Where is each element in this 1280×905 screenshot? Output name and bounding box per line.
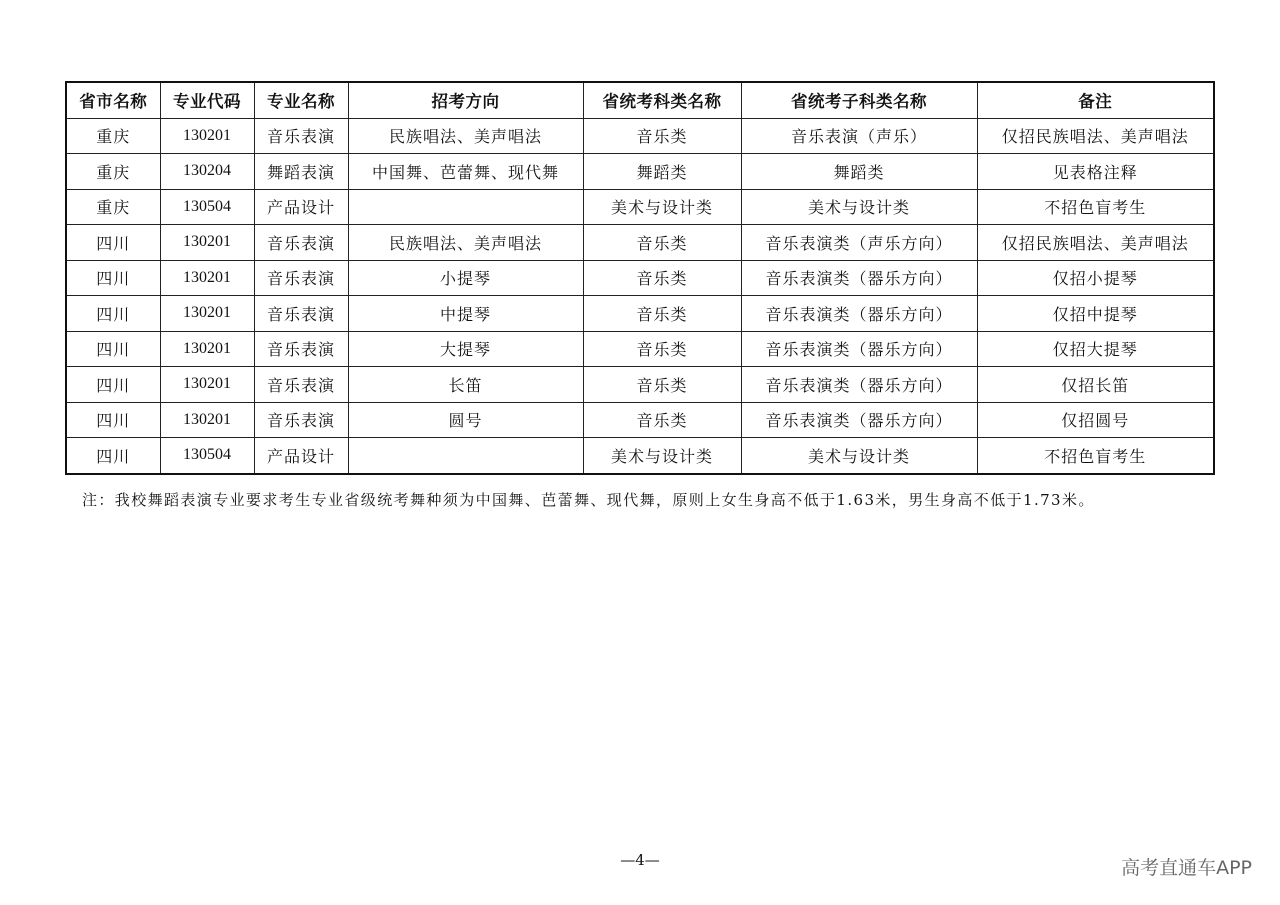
cell-exam-category: 美术与设计类 [583, 189, 741, 225]
cell-province: 四川 [66, 225, 160, 261]
cell-remarks: 仅招中提琴 [977, 296, 1214, 332]
cell-exam-category: 音乐类 [583, 225, 741, 261]
table-row [66, 438, 1214, 474]
cell-major-code: 130201 [160, 331, 254, 367]
cell-province: 四川 [66, 402, 160, 438]
table-row [66, 367, 1214, 403]
header-direction: 招考方向 [348, 82, 583, 118]
cell-remarks: 仅招民族唱法、美声唱法 [977, 225, 1214, 261]
watermark: 高考直通车APP [1121, 857, 1252, 879]
header-exam-subcategory: 省统考子科类名称 [741, 82, 977, 118]
cell-direction: 小提琴 [348, 260, 583, 296]
header-row [66, 82, 1214, 118]
cell-major-code: 130504 [160, 438, 254, 474]
cell-major-name: 音乐表演 [254, 402, 348, 438]
cell-major-name: 音乐表演 [254, 296, 348, 332]
cell-major-code: 130201 [160, 260, 254, 296]
cell-direction [348, 189, 583, 225]
table-body [66, 118, 1214, 474]
cell-major-code: 130204 [160, 154, 254, 190]
cell-exam-category: 音乐类 [583, 296, 741, 332]
table-row [66, 189, 1214, 225]
cell-major-name: 音乐表演 [254, 225, 348, 261]
cell-exam-subcategory: 音乐表演类（器乐方向） [741, 260, 977, 296]
cell-exam-category: 美术与设计类 [583, 438, 741, 474]
cell-province: 四川 [66, 438, 160, 474]
header-remarks: 备注 [977, 82, 1214, 118]
cell-major-name: 音乐表演 [254, 260, 348, 296]
cell-exam-subcategory: 舞蹈类 [741, 154, 977, 190]
cell-major-code: 130201 [160, 225, 254, 261]
cell-direction: 中国舞、芭蕾舞、现代舞 [348, 154, 583, 190]
cell-exam-category: 音乐类 [583, 118, 741, 154]
cell-direction: 民族唱法、美声唱法 [348, 118, 583, 154]
cell-direction: 中提琴 [348, 296, 583, 332]
table-row [66, 331, 1214, 367]
cell-direction: 长笛 [348, 367, 583, 403]
cell-remarks: 仅招民族唱法、美声唱法 [977, 118, 1214, 154]
cell-direction: 大提琴 [348, 331, 583, 367]
table-row [66, 154, 1214, 190]
cell-province: 重庆 [66, 154, 160, 190]
cell-major-code: 130201 [160, 367, 254, 403]
cell-major-code: 130504 [160, 189, 254, 225]
cell-exam-category: 音乐类 [583, 402, 741, 438]
cell-exam-category: 音乐类 [583, 367, 741, 403]
page-number: —4— [620, 851, 660, 869]
cell-major-code: 130201 [160, 402, 254, 438]
cell-remarks: 仅招小提琴 [977, 260, 1214, 296]
cell-major-name: 产品设计 [254, 189, 348, 225]
cell-direction [348, 438, 583, 474]
cell-exam-subcategory: 美术与设计类 [741, 189, 977, 225]
cell-major-name: 音乐表演 [254, 118, 348, 154]
cell-major-code: 130201 [160, 296, 254, 332]
cell-remarks: 不招色盲考生 [977, 189, 1214, 225]
cell-province: 四川 [66, 260, 160, 296]
cell-exam-subcategory: 音乐表演类（声乐方向） [741, 225, 977, 261]
cell-exam-category: 音乐类 [583, 331, 741, 367]
table-row [66, 296, 1214, 332]
cell-direction: 圆号 [348, 402, 583, 438]
cell-province: 四川 [66, 331, 160, 367]
cell-remarks: 不招色盲考生 [977, 438, 1214, 474]
cell-exam-subcategory: 音乐表演（声乐） [741, 118, 977, 154]
cell-major-name: 音乐表演 [254, 367, 348, 403]
cell-remarks: 仅招长笛 [977, 367, 1214, 403]
header-major-code: 专业代码 [160, 82, 254, 118]
cell-exam-subcategory: 音乐表演类（器乐方向） [741, 331, 977, 367]
cell-remarks: 仅招圆号 [977, 402, 1214, 438]
table-row [66, 225, 1214, 261]
header-province: 省市名称 [66, 82, 160, 118]
table-footnote: 注：我校舞蹈表演专业要求考生专业省级统考舞种须为中国舞、芭蕾舞、现代舞，原则上女生身高不低于1.63米，男生身高不低于1.73米。 [82, 491, 1095, 509]
cell-exam-category: 音乐类 [583, 260, 741, 296]
table-row [66, 260, 1214, 296]
header-exam-category: 省统考科类名称 [583, 82, 741, 118]
table-row [66, 402, 1214, 438]
cell-exam-category: 舞蹈类 [583, 154, 741, 190]
cell-province: 重庆 [66, 189, 160, 225]
cell-exam-subcategory: 美术与设计类 [741, 438, 977, 474]
cell-major-code: 130201 [160, 118, 254, 154]
cell-exam-subcategory: 音乐表演类（器乐方向） [741, 296, 977, 332]
cell-province: 四川 [66, 296, 160, 332]
cell-exam-subcategory: 音乐表演类（器乐方向） [741, 367, 977, 403]
cell-direction: 民族唱法、美声唱法 [348, 225, 583, 261]
cell-remarks: 见表格注释 [977, 154, 1214, 190]
majors-table [65, 81, 1215, 475]
table-header [66, 82, 1214, 118]
cell-major-name: 产品设计 [254, 438, 348, 474]
cell-major-name: 舞蹈表演 [254, 154, 348, 190]
cell-province: 四川 [66, 367, 160, 403]
cell-province: 重庆 [66, 118, 160, 154]
table-row [66, 118, 1214, 154]
cell-exam-subcategory: 音乐表演类（器乐方向） [741, 402, 977, 438]
cell-remarks: 仅招大提琴 [977, 331, 1214, 367]
cell-major-name: 音乐表演 [254, 331, 348, 367]
header-major-name: 专业名称 [254, 82, 348, 118]
